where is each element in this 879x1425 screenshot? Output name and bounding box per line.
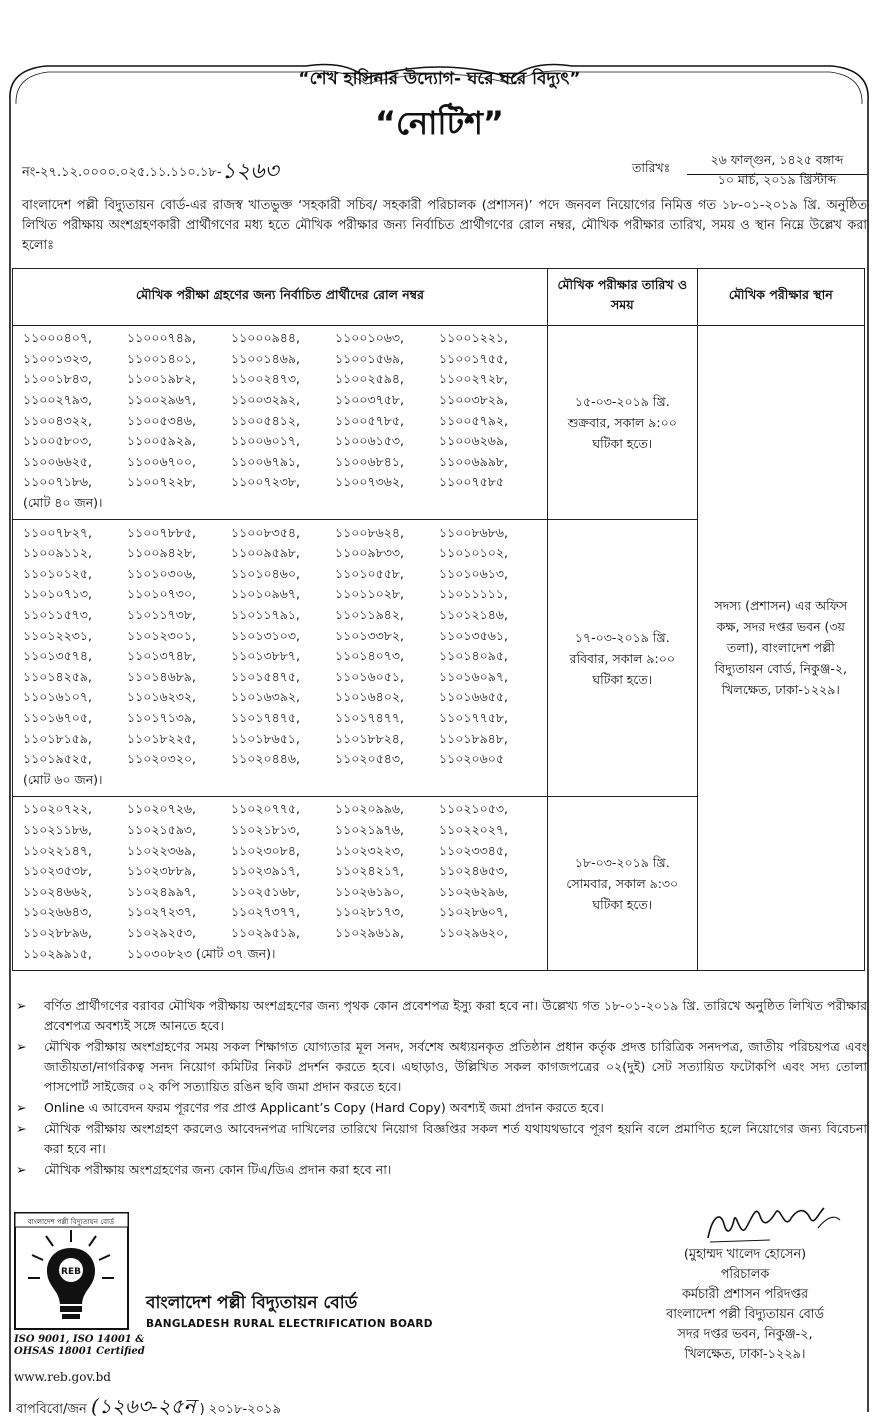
roll-number: ১১০২১০৫৩, [439,801,508,817]
roll-line [23,801,543,822]
org-name-english: BANGLADESH RURAL ELECTRIFICATION BOARD [146,1318,433,1330]
roll-number: ১১০০১৫৬৯, [335,350,404,366]
roll-number: ১১০২৯৬২০, [439,924,508,940]
roll-number: ১১০০২৭৯৩, [23,392,92,408]
roll-line [23,689,543,710]
roll-number: ১১০০৯৮৩৩, [335,545,404,561]
roll-line [23,545,543,566]
roll-number: ১১০২৫১৬৮, [231,883,300,899]
roll-number: ১১০০৫৭৮৫, [335,412,404,428]
iso-certification [14,1334,145,1358]
roll-number: ১১০১৩৫৭৪, [23,648,92,664]
roll-number: ১১০০৬১৫৩, [335,433,404,449]
roll-number: (মোট ৬০ জন)। [23,771,103,787]
roll-number: ১১০০৭৩৬২, [335,474,404,490]
roll-number: ১১০০৫৭৯২, [439,412,508,428]
roll-number: ১১০০৮৬৮৬, [439,524,508,540]
roll-number: ১১০০১৪০১, [127,350,196,366]
roll-number: ১১০১৬০৯৭, [439,668,508,684]
roll-number: ১১০১২১৪৬, [439,607,508,623]
roll-number: ১১০০৯১১২, [23,545,92,561]
roll-number: ১১০০১৪৬৯, [231,350,300,366]
roll-number: ১১০০৫৯২৯, [127,433,196,449]
list-item [14,996,867,1036]
website-text: www.reb.gov.bd [14,1370,111,1384]
note-text: Online এ আবেদন ফরম পূরণের পর প্রাপ্ত Applicant’s Copy (Hard Copy) অবশ্যই জমা প্রদান করতে হবে। [44,1100,604,1115]
roll-number: ১১০১১০২৮, [335,586,404,602]
roll-number: ১১০০৯৫৯৮, [231,545,300,561]
date-time-line: ঘটিকা হতে। [592,436,653,452]
roll-number: ১১০০০৪০৭, [23,330,92,346]
roll-number: ১১০১২৩০১, [127,627,196,643]
roll-number: ১১০২১৫৯৩, [127,821,196,837]
ref-prefix: বাপবিবো/জন [16,1402,87,1417]
roll-line [23,710,543,731]
roll-line [23,351,543,372]
roll-number: ১১০২২০২৭, [439,821,508,837]
roll-number: ১১০০৫৮০৩, [23,433,92,449]
note-text: মৌখিক পরীক্ষায় অংশগ্রহণ করলেও আবেদনপত্র দাখিলের তারিখে নিয়োগ বিজ্ঞপ্তির সকল শর্ত যথাযথভাবে পূরণ হয়নি বলে প্রমাণিত হলে নিয়োগের জন্য বিবেচনা করা হবে না। [44,1121,867,1156]
signer-organization: বাংলাদেশ পল্লী বিদ্যুতায়ন বোর্ড [666,1307,824,1322]
list-item [14,1119,867,1159]
roll-number: ১১০১৩৩৮২, [335,627,404,643]
roll-number: ১১০২৬২৯৬, [439,883,508,899]
roll-number: ১১০১৬২৩২, [127,689,196,705]
roll-number: ১১০২১১৮৬, [23,821,92,837]
roll-number: ১১০০১৭৫৫, [439,350,508,366]
roll-number: ১১০২০৯৯৬, [335,801,404,817]
roll-number: ১১০১৩১০৩, [231,627,300,643]
roll-number: ১১০২৯৬১৯, [335,924,404,940]
memo-handwritten-number: ১২৬৩ [221,159,279,184]
roll-number: ১১০০১৯৮২, [127,371,196,387]
roll-number: ১১০১০৭৩০, [127,586,196,602]
roll-line [23,566,543,587]
roll-number: ১১০০৩৮২৯, [439,392,508,408]
roll-number: ১১০২৮৬০৭, [439,904,508,920]
roll-line [23,771,543,792]
roll-line [23,822,543,843]
roll-number: ১১০০৫৩৪৬, [127,412,196,428]
roll-number: ১১০২৩২২৩, [335,842,404,858]
roll-number: ১১০১৮৮২৪, [335,730,404,746]
roll-line [23,371,543,392]
roll-number: ১১০০৬৭০০, [127,453,196,469]
memo-prefix: নং-২৭.১২.০০০০.০২৫.১১.১১০.১৮- [22,165,222,180]
roll-number: ১১০২৩৩৪৫, [439,842,508,858]
list-item [14,1160,867,1180]
signer-name: (মুহাম্মদ খালেদ হোসেন) [683,1247,807,1262]
roll-number: ১১০১৭৪৭৫, [231,709,300,725]
roll-line [23,392,543,413]
arrow-bullet-icon: ➢ [16,998,27,1013]
arrow-bullet-icon: ➢ [16,1162,27,1177]
roll-line [23,730,543,751]
roll-number: ১১০০৪৩২২, [23,412,92,428]
roll-number: ১১০১৮১৫৯, [23,730,92,746]
roll-number: ১১০১৬৬৫৫, [439,689,508,705]
roll-line [23,330,543,351]
roll-number: ১১০০৭২৩৮, [231,474,300,490]
roll-number: ১১০১৬৪০২, [335,689,404,705]
roll-line [23,669,543,690]
note-text: মৌখিক পরীক্ষায় অংশগ্রহণের সময় সকল শিক্ষাগত যোগ্যতার মূল সনদ, সর্বশেষ অধ্যয়নকৃত প্রতিষ্ঠান প্রধান কর্তৃক প্রদত্ত চারিত্রিক সনদপত্র, জাতীয় পরিচয়পত্র এবং জাতীয়তা/নাগরিকত্ব সনদ নিয়োগ কমিটির নিকট প্রদর্শন করতে হবে। এছাড়াও, উল্লিখিত সকল কাগজপত্রের ০২(দুই) সেট সত্যায়িত ফটোকপি এবং সদ্য তোলা পাসপোর্ট সাইজের ০২ কপি সত্যায়িত রঙিন ছবি জমা প্রদান করতে হবে। [44,1039,867,1094]
signer-block [640,1245,850,1365]
roll-number: ১১০১১৭৯১, [231,607,300,623]
date-time-line: সোমবার, সকাল ৯:৩০ [566,875,679,891]
roll-number: ১১০২৪৬৫৩, [439,863,508,879]
roll-number: ১১০০৭২২৮, [127,474,196,490]
roll-number: ১১০১১১১১, [439,586,508,602]
roll-number: ১১০১০৩০৬, [127,565,196,581]
roll-number: ১১০১৬৩৯২, [231,689,300,705]
roll-number: ১১০০৭৮৮৫, [127,524,196,540]
roll-line [23,751,543,772]
slogan: “শেখ হাসিনার উদ্যোগ- ঘরে ঘরে বিদ্যুৎ” [298,69,581,89]
roll-number: ১১০২৪৬৬২, [23,883,92,899]
roll-number: ১১০০২৯৬৭, [127,392,196,408]
header-date-time: মৌখিক পরীক্ষার তারিখ ও সময় [548,269,698,326]
date-time-line: ঘটিকা হতে। [592,671,653,687]
roll-numbers-cell [13,326,548,520]
roll-number: ১১০১৩৫৬১, [439,627,508,643]
roll-number: ১১০২০৭৭৫, [231,801,300,817]
roll-number: ১১০০৭১৮৬, [23,474,92,490]
roll-number: ১১০১৫৪৭৫, [231,668,300,684]
roll-number: ১১০২৩০৮৪, [231,842,300,858]
roll-number: ১১০২৯৯১৫, [23,945,92,961]
roll-number: ১১০০১০৬৩, [335,330,404,346]
roll-number: ১১০০৩২৯২, [231,392,300,408]
handwritten-signature [700,1198,850,1246]
roll-line [23,607,543,628]
roll-number: ১১০২৩৫৩৮, [23,863,92,879]
roll-number: ১১০২৮৮৯৬, [23,924,92,940]
roll-number: ১১০০২৫৯৪, [335,371,404,387]
roll-number: ১১০১৯৫২৫, [23,751,92,767]
roll-number: ১১০০০৭৪৯, [127,330,196,346]
roll-number: ১১০১০৫৫৮, [335,565,404,581]
roll-number: ১১০০৬০১৭, [231,433,300,449]
roll-number: ১১০১৩৮৮৭, [231,648,300,664]
date-time-line: শুক্রবার, সকাল ৯:০০ [567,415,677,431]
roll-line [23,945,543,966]
ref-suffix: ) ২০১৮-২০১৯ [199,1402,282,1417]
roll-number: ১১০২৩৯১৭, [231,863,300,879]
roll-number: ১১০০১২২১, [439,330,508,346]
roll-number: ১১০২৯৫১৯, [231,924,300,940]
roll-line [23,433,543,454]
interview-venue-cell: সদস্য (প্রশাসন) এর অফিস কক্ষ, সদর দপ্তর ভবন (৩য় তলা), বাংলাদেশ পল্লী বিদ্যুতায়ন বোর্ড, নিকুঞ্জ-২, খিলক্ষেত, ঢাকা-১২২৯। [697,326,864,971]
instructions-list [14,996,867,1181]
roll-number: ১১০১৬৭০৫, [23,709,92,725]
roll-number: ১১০১০১২৫, [23,565,92,581]
intro-paragraph: বাংলাদেশ পল্লী বিদ্যুতায়ন বোর্ড-এর রাজস্ব খাতভুক্ত ‘সহকারী সচিব/ সহকারী পরিচালক (প্রশাসন)’ পদে জনবল নিয়োগের নিমিত্ত গত ১৮-০১-২০১৯ খ্রি. অনুষ্ঠিত লিখিত পরীক্ষায় অংশগ্রহণকারী প্রার্থীগণের মধ্য হতে মৌখিক পরীক্ষার জন্য নির্বাচিত প্রার্থীগণের রোল নম্বর, মৌখিক পরীক্ষার তারিখ, সময় ও স্থান নিম্নে উল্লেখ করা হলোঃ [22,198,867,253]
roll-number: ১১০০০৯৪৪, [231,330,300,346]
roll-numbers-cell [13,520,548,797]
roll-numbers-cell [13,797,548,971]
ref-handwritten: (১২৬৩-২৫ন [90,1394,196,1418]
roll-number: ১১০০৬৯৯৮, [439,453,508,469]
roll-line [23,925,543,946]
arrow-bullet-icon: ➢ [16,1039,27,1054]
roll-number: ১১০২৯২৫৩, [127,924,196,940]
roll-number: ১১০০১৮৪৩, [23,371,92,387]
roll-number: ১১০১০৪৬০, [231,565,300,581]
roll-number: ১১০২২৩৬৯, [127,842,196,858]
roll-number: ১১০০৭৮২৭, [23,524,92,540]
reb-logo [14,1212,129,1330]
roll-number: ১১০০৭৫৮৫ [439,474,504,490]
roll-number: ১১০২১৯৭৬, [335,821,404,837]
interview-date-cell [548,797,698,971]
date-label: তারিখঃ [632,160,671,175]
roll-number: ১১০৩০৮২৩ (মোট ৩৭ জন)। [127,945,276,961]
signer-address-line: সদর দপ্তর ভবন, নিকুঞ্জ-২, [677,1327,813,1342]
roll-number: ১১০২৪২১৭, [335,863,404,879]
roll-line [23,495,543,516]
signer-address-line: খিলক্ষেত, ঢাকা-১২২৯। [684,1347,806,1362]
roll-number: ১১০২০৪৪৬, [231,751,300,767]
date-time-line: ঘটিকা হতে। [592,896,653,912]
roll-number: ১১০২০৩২০, [127,751,196,767]
roll-number: ১১০০৮৩৫৪, [231,524,300,540]
roll-number: ১১০১০৭১৩, [23,586,92,602]
roll-line [23,904,543,925]
signer-department: কর্মচারী প্রশাসন পরিদপ্তর [681,1287,809,1302]
roll-number: ১১০২৪৯৯৭, [127,883,196,899]
roll-number: ১১০০২৪৭৩, [231,371,300,387]
header-venue: মৌখিক পরীক্ষার স্থান [697,269,864,326]
roll-number: ১১০২০৫৪৩, [335,751,404,767]
note-text: বর্ণিত প্রার্থীগণের বরাবর মৌখিক পরীক্ষায় অংশগ্রহণের জন্য পৃথক কোন প্রবেশপত্র ইস্যু করা হবে না। উল্লেখ্য গত ১৮-০১-২০১৯ খ্রি. তারিখে অনুষ্ঠিত লিখিত পরীক্ষার প্রবেশপত্র অবশ্যই সঙ্গে আনতে হবে। [44,998,867,1033]
roll-number: ১১০২০৭২৬, [127,801,196,817]
roll-number: ১১০১২২৩১, [23,627,92,643]
roll-number: ১১০১৭১৩৯, [127,709,196,725]
roll-number: ১১০২৭৩৭৭, [231,904,300,920]
interview-date-cell [548,326,698,520]
roll-line [23,454,543,475]
roll-line [23,627,543,648]
roll-number: ১১০২৬১৯০, [335,883,404,899]
roll-number: ১১০২০৬০৫ [439,751,504,767]
roll-number: ১১০০৮৬২৪, [335,524,404,540]
date-english: ১০ মার্চ, ২০১৯ খ্রিস্টাব্দ [717,172,837,187]
iso-line: OHSAS 18001 Certified [14,1346,145,1357]
roll-number: ১১০১০৯৬৭, [231,586,300,602]
roll-line [23,586,543,607]
roll-line [23,524,543,545]
roll-line [23,648,543,669]
logo-label: বাংলাদেশ পল্লী বিদ্যুতায়ন বোর্ড [27,1218,115,1226]
iso-line: ISO 9001, ISO 14001 & [14,1334,145,1345]
header-roll-numbers: মৌখিক পরীক্ষা গ্রহণের জন্য নির্বাচিত প্রার্থীদের রোল নম্বর [13,269,548,326]
roll-number: ১১০১১৭৩৮, [127,607,196,623]
roll-number: ১১০১৭৪৭৭, [335,709,404,725]
roll-line [23,412,543,433]
roll-number: ১১০২২১৪৭, [23,842,92,858]
roll-number: ১১০২১৮১৩, [231,821,300,837]
roll-number: ১১০২০৭২২, [23,801,92,817]
roll-line [23,883,543,904]
roll-number: ১১০০৬৮৪১, [335,453,404,469]
roll-number: ১১০০২৭২৮, [439,371,508,387]
roll-number: ১১০০১৩২৩, [23,350,92,366]
roll-number: ১১০১০৬১৩, [439,565,508,581]
date-time-line: ১৭-০৩-২০১৯ খ্রি. [574,629,670,645]
roll-number: ১১০১৪২৫৯, [23,668,92,684]
roll-number: ১১০০৬৭৯১, [231,453,300,469]
roll-number: ১১০০৬২৬৯, [439,433,508,449]
roll-number: ১১০১৭৭৫৮, [439,709,508,725]
roll-number: ১১০১৩৭৪৮, [127,648,196,664]
date-time-line: ১৫-০৩-২০১৯ খ্রি. [574,394,670,410]
signer-designation: পরিচালক [720,1267,770,1282]
roll-number: ১১০১৮৬৫১, [231,730,300,746]
roll-number: ১১০১৮৯৪৮, [439,730,508,746]
roll-number: ১১০১১৯৪২, [335,607,404,623]
interview-date-cell [548,520,698,797]
roll-number: ১১০১৬০৫১, [335,668,404,684]
roll-number: ১১০২৭২৩৭, [127,904,196,920]
note-text: মৌখিক পরীক্ষায় অংশগ্রহণের জন্য কোন টিএ/ডিএ প্রদান করা হবে না। [44,1162,392,1177]
roll-number: ১১০১৪০৭৩, [335,648,404,664]
roll-number: ১১০০৩৭৫৮, [335,392,404,408]
roll-number: ১১০০৫৪১২, [231,412,300,428]
roll-number: ১১০১০১০২, [439,545,508,561]
roll-number: ১১০০৬৬২৫, [23,453,92,469]
table-row [13,326,865,520]
roll-line [23,474,543,495]
roll-number: (মোট ৪০ জন)। [23,495,103,511]
date-time-line: ১৮-০৩-২০১৯ খ্রি. [574,854,670,870]
roll-number: ১১০২৮১৭৩, [335,904,404,920]
list-item [14,1037,867,1097]
page-title: “নোটিশ” [375,104,504,142]
memo-number [22,152,279,189]
roll-number: ১১০১১৫৭৩, [23,607,92,623]
arrow-bullet-icon: ➢ [16,1121,27,1136]
interview-schedule-table [12,268,865,971]
roll-number: ১১০০৯৪২৮, [127,545,196,561]
date-time-line: রবিবার, সকাল ৯:০০ [569,650,675,666]
roll-number: ১১০১৮২২৫, [127,730,196,746]
arrow-bullet-icon: ➢ [16,1100,27,1115]
date-bangla: ২৬ ফাল্গুন, ১৪২৫ বঙ্গাব্দ [687,152,867,175]
reference-number [16,1392,281,1425]
org-name-bangla: বাংলাদেশ পল্লী বিদ্যুতায়ন বোর্ড [146,1293,358,1313]
roll-number: ১১০১৪০৯৫, [439,648,508,664]
logo-inner-text: REB [61,1267,81,1277]
roll-line [23,863,543,884]
roll-number: ১১০১৪৬৮৯, [127,668,196,684]
list-item [14,1098,867,1118]
table-header-row [13,269,865,326]
roll-number: ১১০২৬৬৪৩, [23,904,92,920]
roll-line [23,842,543,863]
roll-number: ১১০২৩৮৮৯, [127,863,196,879]
roll-number: ১১০১৬১০৭, [23,689,92,705]
